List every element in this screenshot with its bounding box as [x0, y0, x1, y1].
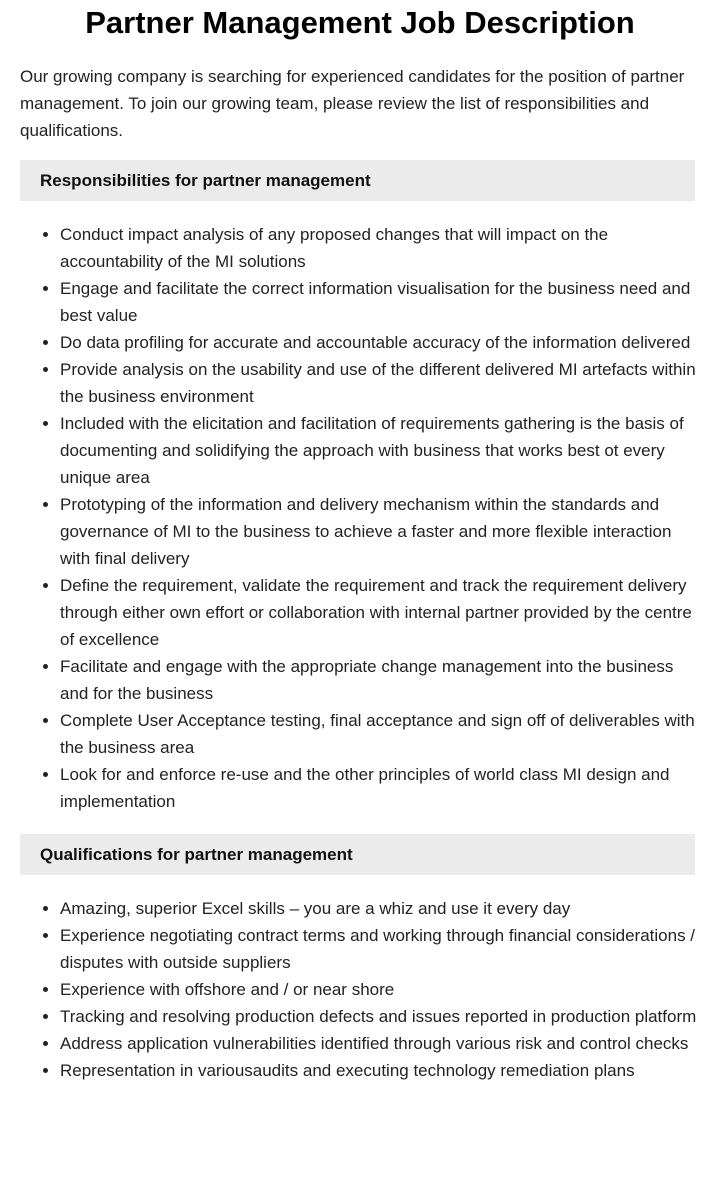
responsibilities-list: [20, 221, 700, 815]
qualifications-heading: Qualifications for partner management: [20, 834, 695, 875]
qualifications-list: [20, 895, 700, 1084]
list-item: • Engage and facilitate the correct information visualisation for the business need and best value: [60, 275, 700, 329]
list-item: • Prototyping of the information and delivery mechanism within the standards and governance of MI to the business to achieve a faster and more flexible interaction with final delivery: [60, 491, 700, 572]
list-item: • Amazing, superior Excel skills – you are a whiz and use it every day: [60, 895, 700, 922]
list-item: • Representation in variousaudits and executing technology remediation plans: [60, 1057, 700, 1084]
list-item: • Define the requirement, validate the requirement and track the requirement delivery through either own effort or collaboration with internal partner provided by the centre of excellence: [60, 572, 700, 653]
list-item: • Complete User Acceptance testing, final acceptance and sign off of deliverables with the business area: [60, 707, 700, 761]
list-item: • Experience negotiating contract terms and working through financial considerations / disputes with outside suppliers: [60, 922, 700, 976]
list-item: • Conduct impact analysis of any proposed changes that will impact on the accountability of the MI solutions: [60, 221, 700, 275]
page-title: Partner Management Job Description: [85, 5, 635, 40]
list-item: • Provide analysis on the usability and use of the different delivered MI artefacts within the business environment: [60, 356, 700, 410]
list-item: • Experience with offshore and / or near shore: [60, 976, 700, 1003]
list-item: • Look for and enforce re-use and the other principles of world class MI design and implementation: [60, 761, 700, 815]
list-item: • Included with the elicitation and facilitation of requirements gathering is the basis of documenting and solidifying the approach with business that works best ot every unique area: [60, 410, 700, 491]
list-item: • Tracking and resolving production defects and issues reported in production platform: [60, 1003, 700, 1030]
list-item: • Do data profiling for accurate and accountable accuracy of the information delivered: [60, 329, 700, 356]
list-item: • Address application vulnerabilities identified through various risk and control checks: [60, 1030, 700, 1057]
responsibilities-heading: Responsibilities for partner management: [20, 160, 695, 201]
list-item: • Facilitate and engage with the appropriate change management into the business and for the business: [60, 653, 700, 707]
intro-paragraph: Our growing company is searching for experienced candidates for the position of partner management. To join our growing team, please review the list of responsibilities and qualifications.: [20, 67, 685, 140]
